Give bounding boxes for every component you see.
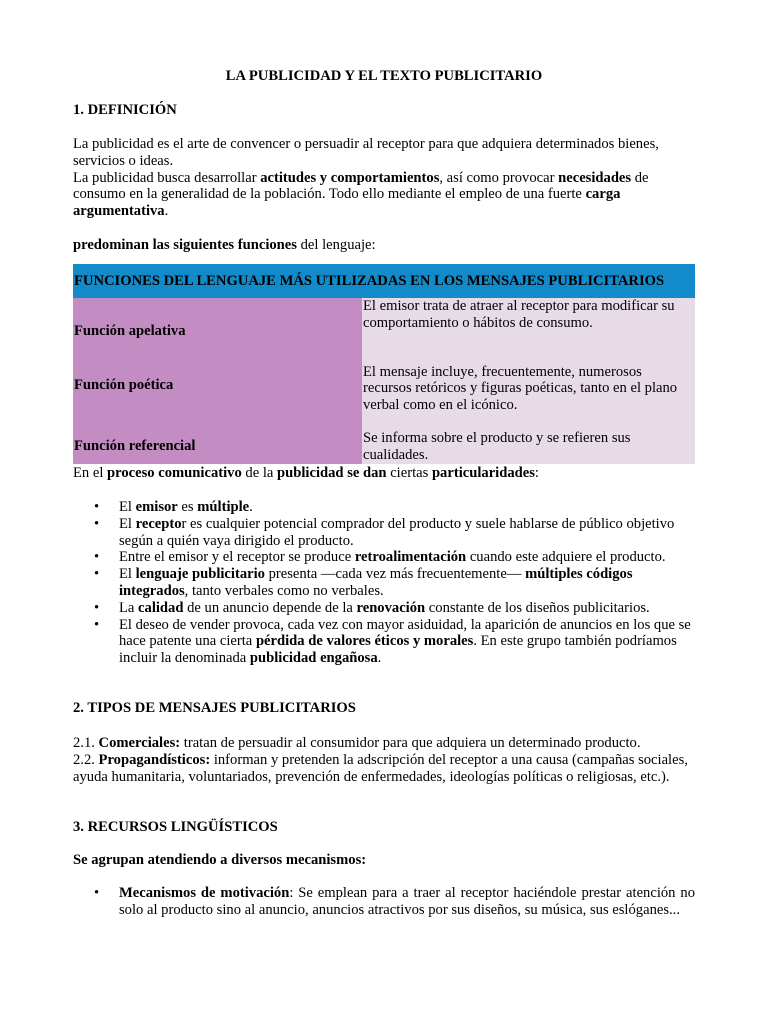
bold-run: múltiples códigos integrados	[119, 566, 633, 599]
text-run: En el	[73, 465, 108, 481]
bold-run: calidad	[138, 599, 184, 616]
list-item	[73, 499, 695, 516]
text-run: El	[119, 566, 136, 583]
function-name: Función apelativa	[73, 298, 362, 348]
text-run: ciertas	[386, 465, 432, 481]
text-run: .	[249, 499, 253, 515]
definition-paragraph	[73, 136, 695, 220]
function-name: Función referencial	[73, 414, 362, 464]
function-description: El mensaje incluye, frecuentemente, numerosos recursos retóricos y figuras poéticas, tanto en el plano verbal como en el icónico.	[362, 348, 695, 414]
bold-run: publicidad se dan	[277, 465, 387, 481]
bold-run: Propagandísticos:	[98, 751, 211, 768]
text-run: es	[177, 499, 198, 515]
bold-run: pérdida de valores éticos y morales	[255, 633, 474, 650]
text-run: : Se emplean para a traer al receptor haciéndole prestar atención no solo al producto sino al anuncio, anuncios atractivos por sus diseños, su música, sus eslóganes...	[119, 885, 695, 918]
text-run: .	[164, 203, 169, 220]
text-run: La	[119, 599, 139, 616]
bullet-icon: •	[94, 515, 100, 532]
text-run: El deseo de vender provoca, cada vez con mayor asiduidad, la aparición de anuncios en los que se hace patente una cierta	[119, 616, 691, 650]
bullet-icon: •	[94, 566, 100, 583]
section-2-heading: 2. TIPOS DE MENSAJES PUBLICITARIOS	[73, 700, 356, 716]
text-run: cuando este adquiere el producto.	[466, 549, 666, 566]
list-item	[73, 885, 695, 919]
process-paragraph	[73, 465, 695, 482]
bold-run: renovación	[356, 599, 426, 616]
text-run: El	[119, 515, 136, 532]
text-run: . En este grupo también podríamos incluir la denominada	[119, 633, 677, 667]
text-run: de un anuncio depende de la	[183, 599, 357, 616]
list-item	[73, 617, 695, 667]
text-run: , tanto verbales como no verbales.	[184, 582, 384, 599]
list-item	[73, 516, 695, 550]
text-run: 2.2.	[73, 751, 99, 768]
bold-run: actitudes y comportamientos	[260, 169, 440, 186]
bold-run: predominan las siguientes funciones	[73, 237, 297, 253]
list-item	[73, 600, 695, 617]
section-1-heading: 1. DEFINICIÓN	[73, 102, 177, 118]
text-run: constante de los diseños publicitarios.	[425, 599, 650, 616]
functions-table	[73, 264, 695, 464]
bold-run: retroalimentación	[354, 549, 467, 566]
mechanisms-list	[73, 885, 695, 919]
text-run: tratan de persuadir al consumidor para que adquiera un determinado producto.	[180, 735, 641, 751]
text-run: 2.1.	[73, 735, 99, 751]
bold-run: necesidades	[558, 169, 632, 186]
bold-run: carga argumentativa	[73, 186, 621, 220]
section-3-subheading: Se agrupan atendiendo a diversos mecanismos:	[73, 852, 367, 868]
text-run: de consumo en la generalidad de la población. Todo ello mediante el empleo de una fuerte	[73, 169, 649, 203]
function-description: Se informa sobre el producto y se refieren sus cualidades.	[362, 414, 695, 464]
bullet-icon: •	[94, 885, 100, 901]
text-run: Entre el emisor y el receptor se produce	[119, 549, 355, 566]
text-run: La publicidad busca desarrollar	[73, 169, 261, 186]
bold-run: proceso comunicativo	[107, 465, 242, 481]
functions-intro	[73, 237, 695, 254]
table-row	[73, 348, 695, 414]
bullet-icon: •	[94, 499, 100, 515]
bold-run: lenguaje publicitario	[135, 566, 265, 583]
definition-text: La publicidad es el arte de convencer o persuadir al receptor para que adquiera determinados bienes, servicios o ideas.	[73, 136, 659, 169]
text-run: del lenguaje:	[296, 237, 376, 253]
section-3-heading: 3. RECURSOS LINGÜÍSTICOS	[73, 819, 278, 835]
bold-run: Mecanismos de motivación	[119, 885, 290, 901]
table-header-row	[73, 264, 695, 298]
function-description: El emisor trata de atraer al receptor para modificar su comportamiento o hábitos de consumo.	[362, 298, 695, 348]
text-run: informan y pretenden la adscripción del receptor a una causa (campañas sociales, ayuda humanitaria, voluntariados, prevención de enfermedades, ideologías políticas o religiosas, etc.).	[73, 751, 688, 785]
bold-run: múltiple	[197, 499, 250, 515]
document-title: LA PUBLICIDAD Y EL TEXTO PUBLICITARIO	[225, 68, 543, 84]
bullet-icon: •	[94, 616, 100, 633]
text-run: presenta —cada vez más frecuentemente—	[264, 566, 526, 583]
bold-run: publicidad engañosa	[249, 650, 378, 667]
bold-run: Comerciales:	[98, 735, 181, 751]
text-run: :	[534, 465, 539, 481]
bullet-icon: •	[94, 549, 100, 566]
list-item	[73, 566, 695, 600]
text-run: r es cualquier potencial comprador del producto y suele hablarse de público objetivo según a quién vaya dirigido el producto.	[119, 515, 675, 549]
list-item	[73, 549, 695, 566]
table-header: FUNCIONES DEL LENGUAJE MÁS UTILIZADAS EN LOS MENSAJES PUBLICITARIOS	[73, 264, 695, 298]
text-run: .	[377, 650, 382, 667]
table-row	[73, 414, 695, 464]
particularities-list	[73, 499, 695, 667]
text-run: de la	[241, 465, 278, 481]
bold-run: emisor	[135, 499, 178, 515]
table-row	[73, 298, 695, 348]
bold-run: recepto	[135, 515, 182, 532]
bold-run: particularidades	[431, 465, 535, 481]
function-name: Función poética	[73, 348, 362, 414]
text-run: , así como provocar	[439, 169, 559, 186]
bullet-icon: •	[94, 599, 100, 616]
text-run: El	[119, 499, 136, 515]
message-types	[73, 735, 695, 785]
